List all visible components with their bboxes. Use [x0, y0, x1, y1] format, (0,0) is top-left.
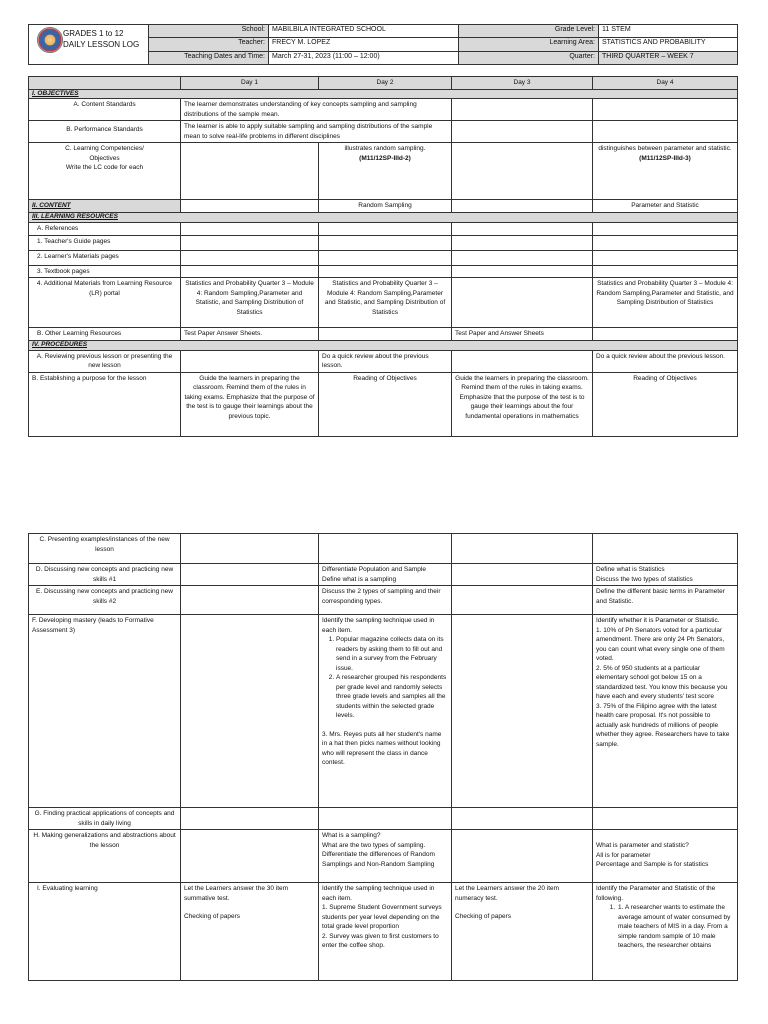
lc-day4-code: (M11/12SP-IIId-3) [639, 154, 691, 162]
quarter-label: Quarter: [459, 51, 599, 64]
lc-day2-code: (M11/12SP-IIId-2) [359, 154, 411, 162]
presenting-examples-label: C. Presenting examples/instances of the new lesson [29, 534, 181, 564]
empty-cell [452, 200, 593, 213]
additional-materials-day1: Statistics and Probability Quarter 3 – Module 4: Random Sampling,Parameter and Statistic, and Sampling Distribution of Statistics [181, 278, 319, 328]
eval-day4-item1-row [596, 903, 734, 951]
dates-label: Teaching Dates and Time: [149, 51, 269, 64]
discussing-1-day2-line1: Differentiate Population and Sample [322, 566, 426, 573]
eval-day2-intro: Identify the sampling technique used in each item. [322, 885, 435, 902]
empty-cell [452, 250, 593, 265]
dm-day4-intro: Identify whether it is Parameter or Statistic. [596, 617, 720, 624]
empty-cell [181, 564, 319, 586]
section-objectives: I. OBJECTIVES [29, 90, 738, 99]
area-label: Learning Area: [459, 38, 599, 51]
teacher-value: FRECY M. LOPEZ [269, 38, 459, 51]
day-header-3: Day 3 [452, 77, 593, 90]
dates-value: March 27-31, 2023 (11:00 – 12:00) [269, 51, 459, 64]
empty-cell [452, 564, 593, 586]
gen-day2-line2: What are the two types of sampling. [322, 841, 426, 849]
section-procedures: IV. PROCEDURES [29, 340, 738, 350]
gen-day4-line1: What is parameter and statistic? [596, 842, 689, 849]
empty-cell [319, 235, 452, 250]
dm-day2-item2: 2. A researcher grouped his respondents per grade level and randomly selects three grade levels and samples all the students within the selected grade levels. [336, 673, 448, 721]
empty-cell [319, 808, 452, 830]
generalizations-day4 [593, 830, 738, 883]
learning-competencies-label [29, 143, 181, 200]
empty-cell [181, 143, 319, 200]
other-resources-day1: Test Paper Answer Sheets. [181, 328, 319, 341]
lesson-log-table-page1 [28, 76, 738, 437]
empty-cell [319, 328, 452, 341]
evaluating-day4 [593, 883, 738, 981]
purpose-day4: Reading of Objectives [593, 372, 738, 436]
empty-cell [593, 328, 738, 341]
empty-cell [593, 265, 738, 278]
purpose-day2: Reading of Objectives [319, 372, 452, 436]
empty-cell [593, 99, 738, 121]
empty-cell [452, 265, 593, 278]
discussing-1-day4 [593, 564, 738, 586]
reviewing-label: A. Reviewing previous lesson or presenting the new lesson [29, 350, 181, 372]
empty-cell [452, 350, 593, 372]
corner-cell [29, 77, 181, 90]
dm-day2-list [322, 635, 448, 721]
empty-cell [181, 350, 319, 372]
grade-value: 11 STEM [599, 25, 738, 38]
eval-day2-item1: 1. Supreme Student Government surveys students per year level depending on the total grade level proportion [322, 904, 442, 930]
dm-day2-item1: 1. Popular magazine collects data on its readers by asking them to fill out and send in a survey from the February issue. [336, 635, 448, 673]
performance-standards-text: The learner is able to apply suitable sampling and sampling distributions of the sample mean to solve real-life problems in different disciplines [181, 121, 452, 143]
additional-materials-day4: Statistics and Probability Quarter 3 – Module 4: Random Sampling,Parameter and Statistic, and Sampling Distribution of Statistics [593, 278, 738, 328]
developing-mastery-day2 [319, 615, 452, 808]
empty-cell [593, 808, 738, 830]
reviewing-day4: Do a quick review about the previous lesson. [593, 350, 738, 372]
empty-cell [181, 250, 319, 265]
page-1 [0, 0, 768, 505]
discussing-1-day4-line1: Define what is Statistics [596, 566, 665, 573]
empty-cell [452, 830, 593, 883]
gen-day2-line3: Differentiate the differences of Random Samplings and Non-Random Sampling [322, 851, 435, 868]
evaluating-label: I. Evaluating learning [29, 883, 181, 981]
empty-cell [452, 99, 593, 121]
discussing-1-label: D. Discussing new concepts and practicing new skills #1 [29, 564, 181, 586]
empty-cell [452, 278, 593, 328]
empty-cell [181, 200, 319, 213]
gen-day4-line2: All is for parameter [596, 851, 651, 859]
empty-cell [452, 586, 593, 615]
gen-day2-line1: What is a sampling? [322, 832, 381, 839]
content-standards-text: The learner demonstrates understanding of key concepts sampling and sampling distributions of the sample mean. [181, 99, 452, 121]
lc-day2-text: illustrates random sampling. [344, 145, 426, 152]
area-value: STATISTICS AND PROBABILITY [599, 38, 738, 51]
empty-cell [452, 235, 593, 250]
other-resources-day3: Test Paper and Answer Sheets [452, 328, 593, 341]
additional-materials-label: 4. Additional Materials from Learning Resource (LR) portal [29, 278, 181, 328]
deped-seal-logo [37, 27, 63, 53]
header-title-line1: GRADES 1 to 12 [63, 29, 124, 38]
lc-label-line1: C. Learning Competencies/ [65, 145, 144, 152]
generalizations-day2 [319, 830, 452, 883]
empty-cell [181, 235, 319, 250]
eval-day4-item1: 1. A researcher wants to estimate the average amount of water consumed by male teachers of MIS in a day. From a simple random sample of 10 male teachers, the researcher obtains [618, 904, 731, 949]
empty-cell [452, 121, 593, 143]
empty-cell [181, 615, 319, 808]
school-label: School: [149, 25, 269, 38]
empty-cell [593, 235, 738, 250]
eval-day3-line2: Checking of papers [455, 913, 512, 920]
dm-day2-item3: 3. Mrs. Reyes puts all her student's name in a hat then picks names without looking who will represent the class in dance contest. [322, 730, 442, 766]
content-standards-label: A. Content Standards [29, 99, 181, 121]
lc-label-line3: Write the LC code for each [65, 164, 144, 171]
header-title-line2: DAILY LESSON LOG [63, 40, 140, 49]
empty-cell [452, 615, 593, 808]
discussing-2-day2: Discuss the 2 types of sampling and their corresponding types. [319, 586, 452, 615]
day-header-2: Day 2 [319, 77, 452, 90]
dm-day2-intro: Identify the sampling technique used in each item. [322, 617, 435, 634]
empty-cell [181, 830, 319, 883]
generalizations-label: H. Making generalizations and abstractions about the lesson [29, 830, 181, 883]
empty-cell [593, 222, 738, 235]
empty-cell [319, 534, 452, 564]
page-2 [0, 505, 768, 1024]
content-day2: Random Sampling [319, 200, 452, 213]
other-resources-label: B. Other Learning Resources [29, 328, 181, 341]
empty-cell [593, 534, 738, 564]
empty-cell [181, 808, 319, 830]
empty-cell [452, 143, 593, 200]
empty-cell [593, 121, 738, 143]
dm-day4-item1: 1. 10% of Ph Senators voted for a particular amendment. There are only 24 Ph Senators, you can count what every single one of them voted. [596, 626, 725, 662]
quarter-value: THIRD QUARTER – WEEK 7 [599, 51, 738, 64]
empty-cell [181, 222, 319, 235]
gen-day4-line3: Percentage and Sample is for statistics [596, 861, 709, 868]
discussing-1-day2 [319, 564, 452, 586]
content-day4: Parameter and Statistic [593, 200, 738, 213]
day-header-4: Day 4 [593, 77, 738, 90]
section-learning-resources: III. LEARNING RESOURCES [29, 212, 738, 222]
textbook-pages-label: 3. Textbook pages [29, 265, 181, 278]
grade-label: Grade Level: [459, 25, 599, 38]
practical-applications-label: G. Finding practical applications of concepts and skills in daily living [29, 808, 181, 830]
developing-mastery-label: F. Developing mastery (leads to Formative Assessment 3) [29, 615, 181, 808]
purpose-day1: Guide the learners in preparing the classroom. Remind them of the rules in taking exams. Emphasize that the purpose of the test is to gauge their learnings about the previous topic. [181, 372, 319, 436]
discussing-2-label: E. Discussing new concepts and practicing new skills #2 [29, 586, 181, 615]
empty-cell [452, 222, 593, 235]
teacher-label: Teacher: [149, 38, 269, 51]
lc-day4 [593, 143, 738, 200]
eval-day2-item2: 2. Survey was given to first customers to enter the coffee shop. [322, 932, 439, 949]
header-table [28, 24, 738, 65]
purpose-label: B. Establishing a purpose for the lesson [29, 372, 181, 436]
school-value: MABILBILA INTEGRATED SCHOOL [269, 25, 459, 38]
lc-label-line2: Objectives [89, 154, 120, 162]
empty-cell [181, 586, 319, 615]
performance-standards-label: B. Performance Standards [29, 121, 181, 143]
dm-day4-item2: 2. 5% of 950 students at a particular elementary school got below 15 on a standardized test. You know this because you have each and every students' test score [596, 664, 728, 700]
lc-day4-text: distinguishes between parameter and statistic. [598, 145, 732, 152]
discussing-1-day2-line2: Define what is a sampling [322, 575, 397, 583]
empty-cell [319, 265, 452, 278]
reviewing-day2: Do a quick review about the previous lesson. [319, 350, 452, 372]
learners-materials-label: 2. Learner's Materials pages [29, 250, 181, 265]
lc-day2 [319, 143, 452, 200]
day-header-1: Day 1 [181, 77, 319, 90]
section-content: II. CONTENT [29, 200, 181, 213]
empty-cell [319, 222, 452, 235]
eval-day4-intro: Identify the Parameter and Statistic of the following. [596, 885, 716, 902]
purpose-day3: Guide the learners in preparing the classroom. Remind them of the rules in taking exams. Emphasize that the purpose of the test is to gauge their learnings about the four fundamental operations in mathematics [452, 372, 593, 436]
developing-mastery-day4 [593, 615, 738, 808]
dm-day4-item3: 3. 75% of the Filipino agree with the latest health care proposal. It's not possible to actually ask hundreds of millions of people whether they agree. Researchers have to take sample. [596, 702, 730, 748]
discussing-2-day4: Define the different basic terms in Parameter and Statistic. [593, 586, 738, 615]
eval-day1-line2: Checking of papers [184, 913, 241, 920]
eval-day1-line1: Let the Learners answer the 30 item summative test. [184, 885, 289, 902]
eval-day3-line1: Let the Learners answer the 20 item numeracy test. [455, 885, 560, 902]
evaluating-day3 [452, 883, 593, 981]
evaluating-day1 [181, 883, 319, 981]
empty-cell [181, 534, 319, 564]
empty-cell [452, 534, 593, 564]
empty-cell [181, 265, 319, 278]
empty-cell [452, 808, 593, 830]
empty-cell [319, 250, 452, 265]
teachers-guide-label: 1. Teacher's Guide pages [29, 235, 181, 250]
eval-day4-item1-number: 1. [609, 904, 615, 911]
empty-cell [593, 250, 738, 265]
lesson-log-table-page2 [28, 533, 738, 981]
evaluating-day2 [319, 883, 452, 981]
references-label: A. References [29, 222, 181, 235]
additional-materials-day2: Statistics and Probability Quarter 3 – Module 4: Random Sampling,Parameter and Statistic, and Sampling Distribution of Statistics [319, 278, 452, 328]
discussing-1-day4-line2: Discuss the two types of statistics [596, 575, 693, 583]
